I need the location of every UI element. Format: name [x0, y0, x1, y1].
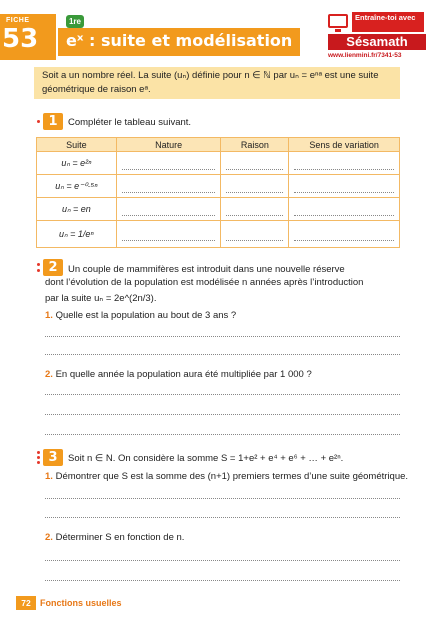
- page-title: eˣ : suite et modélisation: [66, 31, 293, 50]
- answer-line[interactable]: [45, 354, 400, 355]
- table-row: [37, 175, 400, 198]
- answer-field[interactable]: [116, 221, 221, 248]
- question-number: 2.: [45, 369, 53, 380]
- table-header-row: [37, 138, 400, 152]
- answer-line[interactable]: [45, 517, 400, 518]
- question-number: 1.: [45, 471, 53, 482]
- exercise-3-number: [43, 449, 63, 466]
- fiche-number: 53: [2, 24, 39, 54]
- answer-field[interactable]: [289, 152, 400, 175]
- sesamath-logo: Sésamath: [328, 34, 426, 50]
- exercise-2-number: [43, 259, 63, 276]
- exercise-2-question-2: [45, 368, 312, 381]
- question-number: 1.: [45, 310, 53, 321]
- train-label: Entraîne-toi avec: [352, 12, 424, 32]
- intro-line-2: géométrique de raison eᵃ.: [42, 84, 151, 95]
- question-text: Déterminer S en fonction de n.: [55, 532, 185, 543]
- table-cell-suite: uₙ = 1/eⁿ: [37, 221, 117, 248]
- sesamath-link[interactable]: www.lienmini.fr/7341-53: [328, 52, 402, 59]
- exercise-3-intro: Soit n ∈ N. On considère la somme S = 1+e² + e⁴ + e⁶ + … + e²ⁿ.: [68, 453, 344, 464]
- table-cell-suite: uₙ = e⁻⁰·⁵ⁿ: [37, 175, 117, 198]
- answer-line[interactable]: [45, 498, 400, 499]
- sesamath-block[interactable]: [326, 10, 430, 62]
- exercise-2-intro-3: par la suite uₙ = 2e^(2n/3).: [45, 293, 157, 304]
- fiche-label: FICHE: [6, 17, 30, 24]
- answer-line[interactable]: [45, 394, 400, 395]
- table-header: Sens de variation: [289, 138, 400, 152]
- answer-line[interactable]: [45, 434, 400, 435]
- dots-icon: [37, 113, 42, 130]
- answer-line[interactable]: [45, 414, 400, 415]
- table-row: [37, 152, 400, 175]
- computer-icon: [328, 14, 348, 28]
- intro-box: [34, 67, 400, 99]
- exercise-3-number-text: 3: [48, 450, 58, 465]
- table-header: Nature: [116, 138, 221, 152]
- exercise-2-number-text: 2: [48, 260, 58, 275]
- answer-field[interactable]: [289, 221, 400, 248]
- table-row: [37, 221, 400, 248]
- exercise-1-number: [43, 113, 63, 130]
- answer-line[interactable]: [45, 560, 400, 561]
- answer-field[interactable]: [221, 221, 289, 248]
- answer-line[interactable]: [45, 336, 400, 337]
- dots-icon: [37, 259, 42, 276]
- answer-field[interactable]: [221, 152, 289, 175]
- answer-field[interactable]: [289, 175, 400, 198]
- level-badge: 1re: [66, 15, 84, 28]
- answer-field[interactable]: [221, 198, 289, 221]
- question-number: 2.: [45, 532, 53, 543]
- exercise-3-question-1: [45, 470, 408, 483]
- dots-icon: [37, 449, 42, 466]
- exercise-2-intro-2: dont l’évolution de la population est modélisée n années après l’introduction: [45, 277, 364, 288]
- exercise-1-instruction: Compléter le tableau suivant.: [68, 117, 192, 128]
- table-header: Suite: [37, 138, 117, 152]
- table-cell-suite: uₙ = en: [37, 198, 117, 221]
- exercise-1-table: [36, 137, 400, 248]
- question-text: Quelle est la population au bout de 3 ans ?: [55, 310, 237, 321]
- exercise-2-question-1: [45, 309, 236, 322]
- table-cell-suite: uₙ = e²ⁿ: [37, 152, 117, 175]
- answer-field[interactable]: [289, 198, 400, 221]
- answer-field[interactable]: [221, 175, 289, 198]
- answer-line[interactable]: [45, 580, 400, 581]
- question-text: En quelle année la population aura été multipliée par 1 000 ?: [55, 369, 312, 380]
- table-row: [37, 198, 400, 221]
- question-text: Démontrer que S est la somme des (n+1) premiers termes d’une suite géométrique.: [55, 471, 409, 482]
- intro-line-1: Soit a un nombre réel. La suite (uₙ) définie pour n ∈ ℕ par uₙ = eⁿᵃ est une suite: [42, 70, 379, 81]
- chapter-name: Fonctions usuelles: [40, 598, 122, 608]
- page-number: 72: [16, 596, 36, 610]
- answer-field[interactable]: [116, 152, 221, 175]
- exercise-3-question-2: [45, 531, 184, 544]
- exercise-1-number-text: 1: [48, 114, 58, 129]
- table-header: Raison: [221, 138, 289, 152]
- page-header: [0, 0, 435, 62]
- exercise-2-intro-1: Un couple de mammifères est introduit dans une nouvelle réserve: [68, 264, 345, 275]
- answer-field[interactable]: [116, 175, 221, 198]
- answer-field[interactable]: [116, 198, 221, 221]
